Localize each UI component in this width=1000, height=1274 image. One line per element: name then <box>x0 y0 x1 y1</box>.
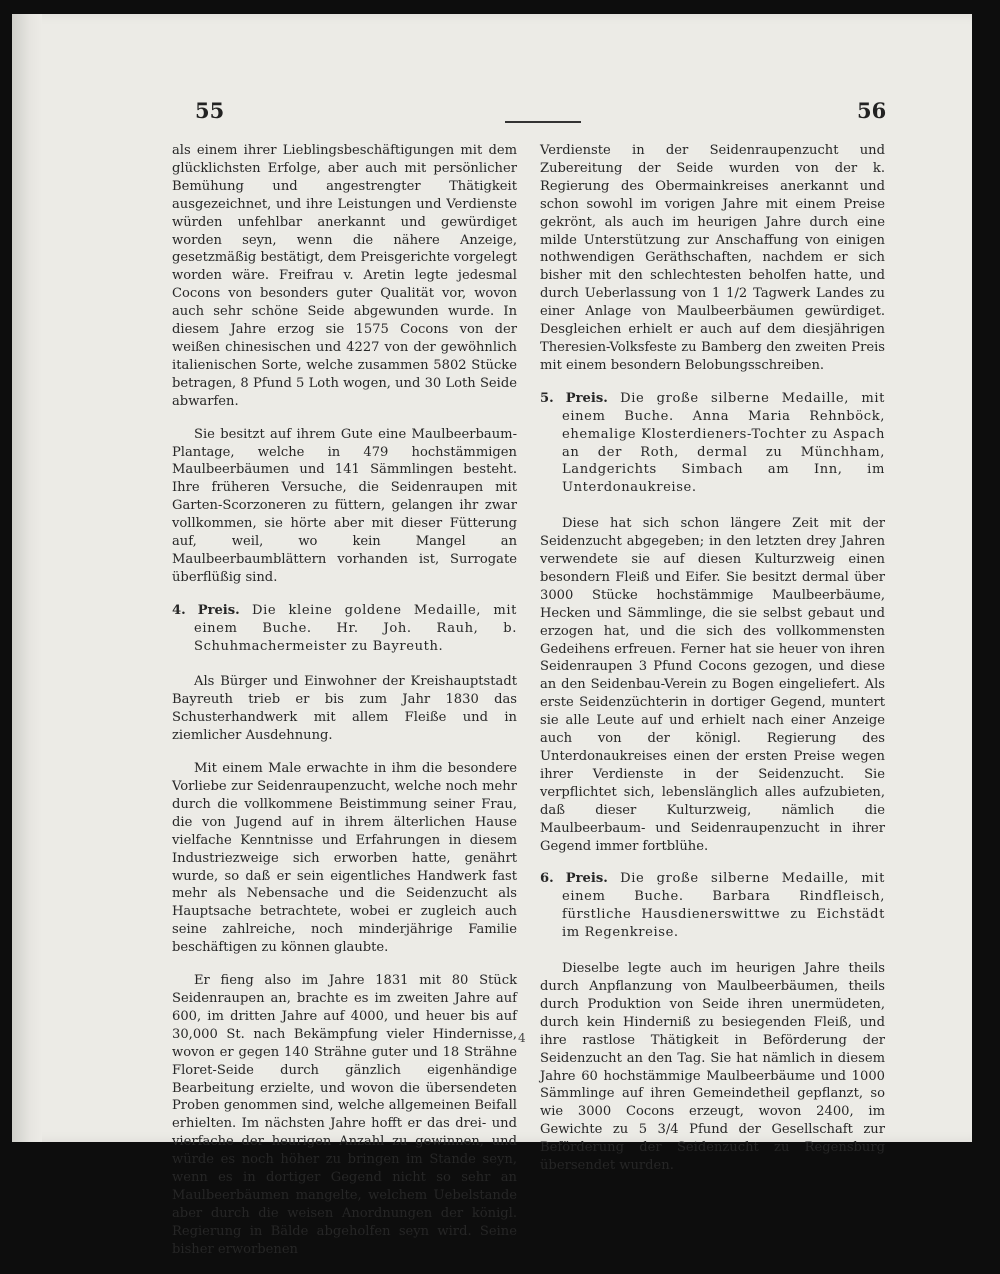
page-number-right: 56 <box>857 98 887 123</box>
paragraph: Er fieng also im Jahre 1831 mit 80 Stück Seidenraupen an, brachte es im zweiten Jahre auf 600, im dritten Jahre auf 4000, und heuer bis auf 30,000 St. nach Bekämpfung vieler Hindernisse, wovon er gegen 140 Strähne guter und 18 Strähne Floret-Seide durch gänzlich eigenhändige Bearbeitung erzielte, und wovon die übersendeten Proben genommen sind, welche allgemeinen Beifall erhielten. Im nächsten Jahre hofft er das drei- und vierfache der heurigen Anzahl zu gewinnen, und würde es noch höher zu bringen im Stande seyn, wenn es in dortiger Gegend nicht so sehr an Maulbeerbäumen mangelte, welchem Uebelstande aber durch die weisen Anordnungen der königl. Regierung in Bälde abgeholfen seyn wird. Seine bisher erworbenen <box>172 973 517 1257</box>
paragraph: Verdienste in der Seidenraupenzucht und Zubereitung der Seide wurden von der k. Regierung des Obermainkreises anerkannt und schon sowohl im vorigen Jahre mit einem Preise gekrönt, als auch im heurigen Jahre durch eine milde Unterstützung zur Anschaffung von einigen nothwendigen Geräthschaften, nachdem er sich bisher mit den schlechtesten beholfen hatte, und durch Ueberlassung von 1 1/2 Tagwerk Landes zu einer Anlage von Maulbeerbäumen gewürdiget. Desgleichen erhielt er auch auf dem diesjährigen Theresien-Volksfeste zu Bamberg den zweiten Preis mit einem besondern Belobungsschreiben. <box>540 143 885 373</box>
paragraph: Sie besitzt auf ihrem Gute eine Maulbeerbaum-Plantage, welche in 479 hochstämmigen Maulbeerbäumen und 141 Sämmlingen besteht. Ihre früheren Versuche, die Seidenraupen mit Garten-Scorzoneren zu füttern, gelangen ihr zwar vollkommen, sie hörte aber mit dieser Fütterung auf, weil, wo kein Mangel an Maulbeerbaumblättern vorhanden ist, Surrogate überflüßig sind. <box>172 426 517 585</box>
left-column <box>172 142 517 1274</box>
right-column <box>540 142 885 1190</box>
prize-description: Die große silberne Medaille, mit einem Buche. Anna Maria Rehnböck, ehemalige Klosterdieners-Tochter zu Aspach an der Roth, dermal zu Münchham, Landgerichts Simbach am Inn, im Unterdonaukreise. <box>562 390 886 496</box>
prize-heading-4 <box>172 602 517 656</box>
book-page <box>12 14 972 1257</box>
prize-heading-6 <box>540 870 885 942</box>
paragraph: als einem ihrer Lieblingsbeschäftigungen mit dem glücklichsten Erfolge, aber auch mit persönlicher Bemühung und angestrengter Thätigkeit ausgezeichnet, und ihre Leistungen und Verdienste würden unfehlbar anerkannt und gewürdiget worden seyn, wenn die nähere Anzeige, gesetzmäßig bestätigt, dem Preisgerichte vorgelegt worden wäre. Freifrau v. Aretin legte jedesmal Cocons von besonders guter Qualität vor, wovon auch sehr schöne Seide abgewunden wurde. In diesem Jahre erzog sie 1575 Cocons von der weißen chinesischen und 4227 von der gewöhnlich italienischen Sorte, welche zusammen 5802 Stücke betragen, 8 Pfund 5 Loth wogen, und 30 Loth Seide abwarfen. <box>172 143 517 409</box>
signature-mark: 4 <box>518 1031 526 1045</box>
paragraph: Mit einem Male erwachte in ihm die besondere Vorliebe zur Seidenraupenzucht, welche noch mehr durch die vollkommene Beistimmung seiner Frau, die von Jugend auf in ihrem älterlichen Hause vielfache Kenntnisse und Erfahrungen in diesem Industriezweige sich erworben hatte, genährt wurde, so daß er sein eigentliches Handwerk fast mehr als Nebensache und die Seidenzucht als Hauptsache betrachtete, wobei er zugleich auch seine zahlreiche, noch minderjährige Familie beschäftigen zu können glaubte. <box>172 761 517 956</box>
paragraph: Diese hat sich schon längere Zeit mit der Seidenzucht abgegeben; in den letzten drey Jahren verwendete sie auf diesen Kulturzweig einen besondern Fleiß und Eifer. Sie besitzt dermal über 3000 Stücke hochstämmige Maulbeerbäume, Hecken und Sämmlinge, die sie selbst gebaut und erzogen hat, und die sich des vollkommensten Gedeihens erfreuen. Ferner hat sie heuer von ihren Seidenraupen 3 Pfund Cocons gezogen, und diese an den Seidenbau-Verein zu Bogen eingeliefert. Als erste Seidenzüchterin in dortiger Gegend, muntert sie alle Leute auf und erhielt nach einer Anzeige auch von der königl. Regierung des Unterdonaukreises einen der ersten Preise wegen ihrer Verdienste in der Seidenzucht. Sie verpflichtet sich, lebenslänglich alles aufzubieten, daß dieser Kulturzweig, nämlich die Maulbeerbaum- und Seidenraupenzucht in ihrer Gegend immer fortblühe. <box>540 516 885 854</box>
book-binding <box>12 14 42 1142</box>
prize-number: 6. Preis. <box>540 871 608 887</box>
paragraph: Als Bürger und Einwohner der Kreishauptstadt Bayreuth trieb er bis zum Jahr 1830 das Schusterhandwerk mit allem Fleiße und in ziemlicher Ausdehnung. <box>172 674 517 744</box>
prize-heading-5 <box>540 390 885 497</box>
prize-number: 5. Preis. <box>540 390 608 406</box>
prize-number: 4. Preis. <box>172 602 240 618</box>
paragraph: Dieselbe legte auch im heurigen Jahre theils durch Anpflanzung von Maulbeerbäumen, theils durch Produktion von Seide ihren unermüdeten, durch kein Hinderniß zu besiegenden Fleiß, und ihre rastlose Thätigkeit in Beförderung der Seidenzucht an den Tag. Sie hat nämlich in diesem Jahre 60 hochstämmige Maulbeerbäume und 1000 Sämmlinge auf ihren Gemeindetheil gepflanzt, so wie 3000 Cocons erzeugt, wovon 2400, im Gewichte zu 5 3/4 Pfund der Gesellschaft zur Beförderung der Seidenzucht zu Regensburg übersendet wurden. <box>540 961 885 1174</box>
prize-description: Die große silberne Medaille, mit einem Buche. Barbara Rindfleisch, fürstliche Hausdienerswittwe zu Eichstädt im Regenkreise. <box>562 871 886 941</box>
prize-description: Die kleine goldene Medaille, mit einem Buche. Hr. Joh. Rauh, b. Schuhmachermeister zu Bayreuth. <box>194 602 517 654</box>
header-rule <box>505 121 581 123</box>
page-number-left: 55 <box>195 98 225 123</box>
